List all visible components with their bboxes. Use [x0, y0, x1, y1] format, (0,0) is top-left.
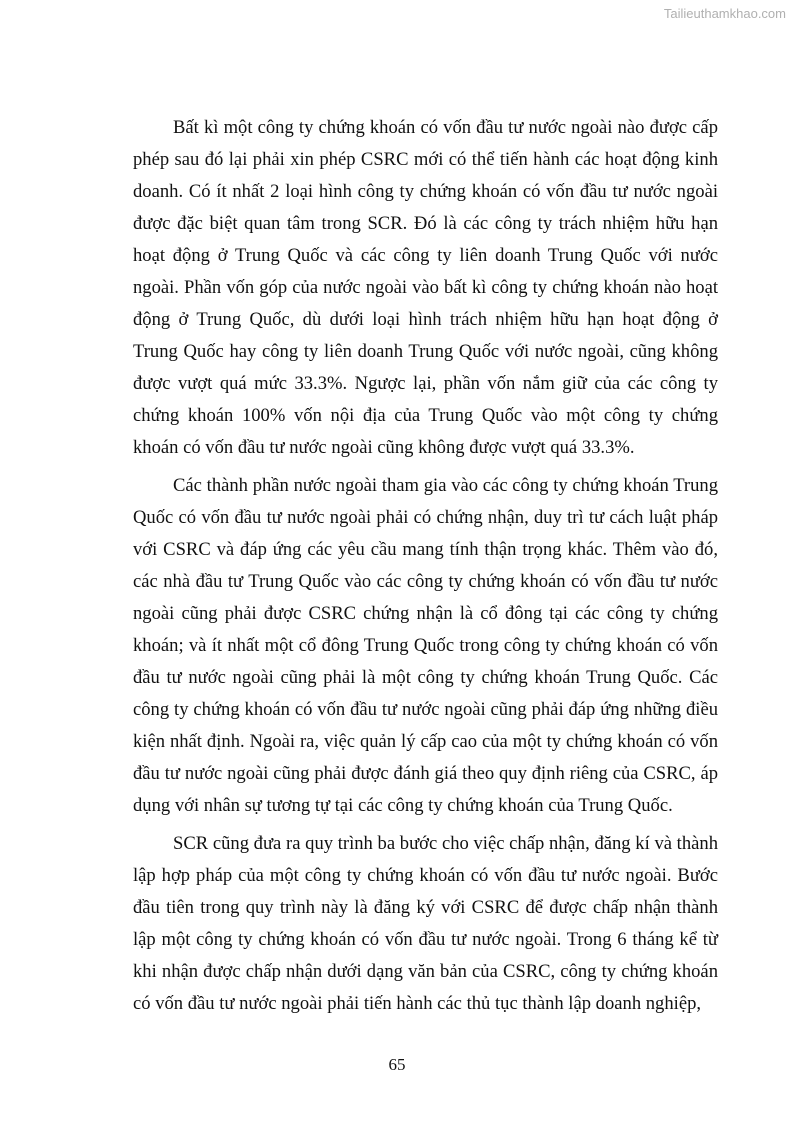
- document-body: [133, 112, 718, 1026]
- text-line: công ty chứng khoán có vốn đầu tư nước ngoài cũng phải đáp ứng những điều: [133, 699, 718, 720]
- text-line: đầu tư nước ngoài cũng phải được đánh giá theo quy định riêng của CSRC, áp: [133, 763, 718, 784]
- text-line: chứng khoán 100% vốn nội địa của Trung Quốc vào một công ty chứng: [133, 405, 718, 426]
- text-line: với CSRC và đáp ứng các yêu cầu mang tính thận trọng khác. Thêm vào đó,: [133, 539, 718, 560]
- text-line: Các thành phần nước ngoài tham gia vào các công ty chứng khoán Trung: [173, 475, 718, 496]
- text-line: phép sau đó lại phải xin phép CSRC mới có thể tiến hành các hoạt động kinh: [133, 149, 718, 170]
- text-line: doanh. Có ít nhất 2 loại hình công ty chứng khoán có vốn đầu tư nước ngoài: [133, 181, 718, 202]
- text-line: đầu tư nước ngoài cũng phải là một công ty chứng khoán Trung Quốc. Các: [133, 667, 718, 688]
- paragraph: [133, 828, 718, 1020]
- text-line: SCR cũng đưa ra quy trình ba bước cho việc chấp nhận, đăng kí và thành: [173, 833, 718, 854]
- text-line: có vốn đầu tư nước ngoài phải tiến hành các thủ tục thành lập doanh nghiệp,: [133, 993, 702, 1014]
- text-line: kiện nhất định. Ngoài ra, việc quản lý cấp cao của một ty chứng khoán có vốn: [133, 731, 718, 752]
- text-line: hoạt động ở Trung Quốc và các công ty liên doanh Trung Quốc với nước: [133, 245, 718, 266]
- watermark: Tailieuthamkhao.com: [663, 6, 786, 21]
- text-line: dụng với nhân sự tương tự tại các công ty chứng khoán của Trung Quốc.: [133, 795, 673, 816]
- text-line: lập một công ty chứng khoán có vốn đầu tư nước ngoài. Trong 6 tháng kể từ: [133, 929, 718, 950]
- text-line: ngoài cũng phải được CSRC chứng nhận là cổ đông tại các công ty chứng: [133, 603, 718, 624]
- text-line: ngoài. Phần vốn góp của nước ngoài vào bất kì công ty chứng khoán nào hoạt: [133, 277, 718, 298]
- text-line: Bất kì một công ty chứng khoán có vốn đầu tư nước ngoài nào được cấp: [173, 117, 718, 138]
- text-line: được đặc biệt quan tâm trong SCR. Đó là các công ty trách nhiệm hữu hạn: [133, 213, 718, 234]
- text-line: khoán có vốn đầu tư nước ngoài cũng không được vượt quá 33.3%.: [133, 437, 635, 458]
- text-line: lập hợp pháp của một công ty chứng khoán có vốn đầu tư nước ngoài. Bước: [133, 865, 718, 886]
- text-line: Quốc có vốn đầu tư nước ngoài phải có chứng nhận, duy trì tư cách luật pháp: [133, 507, 718, 528]
- text-line: động ở Trung Quốc, dù dưới loại hình trách nhiệm hữu hạn hoạt động ở: [133, 309, 718, 330]
- text-line: đầu tiên trong quy trình này là đăng ký với CSRC để được chấp nhận thành: [133, 897, 718, 918]
- text-line: khi nhận được chấp nhận dưới dạng văn bản của CSRC, công ty chứng khoán: [133, 961, 718, 982]
- paragraph: [133, 112, 718, 464]
- text-line: được vượt quá mức 33.3%. Ngược lại, phần vốn nắm giữ của các công ty: [133, 373, 718, 394]
- text-line: các nhà đầu tư Trung Quốc vào các công ty chứng khoán có vốn đầu tư nước: [133, 571, 718, 592]
- text-line: khoán; và ít nhất một cổ đông Trung Quốc trong công ty chứng khoán có vốn: [133, 635, 718, 656]
- paragraph: [133, 470, 718, 822]
- text-line: Trung Quốc hay công ty liên doanh Trung Quốc với nước ngoài, cũng không: [133, 341, 718, 362]
- page-number: 65: [388, 1055, 406, 1074]
